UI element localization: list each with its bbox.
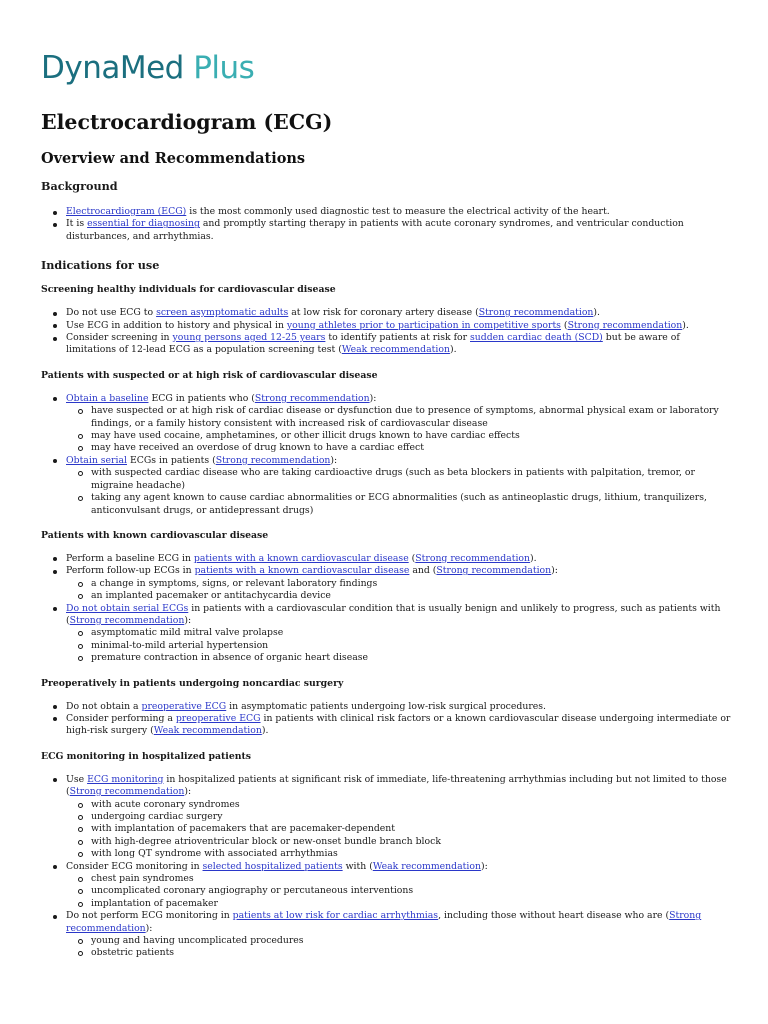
link-sudden-cardiac-death[interactable]: sudden cardiac death (SCD) xyxy=(470,332,603,344)
sub-list-item: chest pain syndromes xyxy=(91,873,731,885)
subsection-heading-screening: Screening healthy individuals for cardiovascular disease xyxy=(41,284,336,296)
sub-list-item: uncomplicated coronary angiography or percutaneous interventions xyxy=(91,885,731,897)
monitoring-list xyxy=(41,774,731,960)
link-strong-recommendation[interactable]: Strong recommendation xyxy=(415,552,530,564)
sub-list-item: asymptomatic mild mitral valve prolapse xyxy=(91,627,731,639)
page-title: Electrocardiogram (ECG) xyxy=(41,110,333,134)
sub-list xyxy=(66,467,731,517)
subsection-heading-known: Patients with known cardiovascular disease xyxy=(41,529,269,541)
sub-list-item: implantation of pacemaker xyxy=(91,898,731,910)
sub-list-item: a change in symptoms, signs, or relevant laboratory findings xyxy=(91,578,731,590)
logo-part-dynamed: DynaMed xyxy=(41,50,184,86)
list-item: Obtain a baseline ECG in patients who (Strong recommendation): have suspected or at high risk of cardiac disease or dysfunction due to presence of symptoms, abnormal physical exam or laboratory findings, or a family history consistent with increased risk of cardiovascular disease may have used cocaine, amphetamines, or other illicit drugs known to have cardiac effects may have received an overdose of drug known to have a cardiac effect xyxy=(66,393,731,455)
link-obtain-serial[interactable]: Obtain serial xyxy=(66,454,127,466)
link-preoperative-ecg[interactable]: preoperative ECG xyxy=(141,700,227,712)
list-item: Do not perform ECG monitoring in patients at low risk for cardiac arrhythmias, including those without heart disease who are (Strong recommendation): young and having uncomplicated procedures obstetric patients xyxy=(66,910,731,960)
link-electrocardiogram[interactable]: Electrocardiogram (ECG) xyxy=(66,206,187,217)
list-item: Electrocardiogram (ECG) is the most commonly used diagnostic test to measure the electrical activity of the heart. xyxy=(66,206,731,218)
list-item: Use ECG monitoring in hospitalized patients at significant risk of immediate, life-threatening arrhythmias including but not limited to those (Strong recommendation): with acute coronary syndromes undergoing cardiac surgery with implantation of pacemakers that are pacemaker-dependent with high-degree atrioventricular block or new-onset bundle branch block with long QT syndrome with associated arrhythmias xyxy=(66,774,731,861)
subsection-heading-monitoring: ECG monitoring in hospitalized patients xyxy=(41,750,252,762)
sub-list-item: an implanted pacemaker or antitachycardia device xyxy=(91,590,731,602)
logo-part-plus: Plus xyxy=(183,50,255,86)
link-strong-recommendation[interactable]: Strong recommendation xyxy=(215,454,331,466)
sub-list xyxy=(66,405,731,455)
sub-list-item: premature contraction in absence of organic heart disease xyxy=(91,652,731,664)
known-list xyxy=(41,553,731,665)
list-item: Perform a baseline ECG in patients with a known cardiovascular disease (Strong recommendation). xyxy=(66,553,731,565)
sub-list-item: obstetric patients xyxy=(91,947,731,959)
link-screen-asymptomatic-adults[interactable]: screen asymptomatic adults xyxy=(156,307,289,319)
list-item: Do not obtain a preoperative ECG in asymptomatic patients undergoing low-risk surgical procedures. xyxy=(66,701,731,713)
link-strong-recommendation[interactable]: Strong recommendation xyxy=(254,392,370,404)
sub-list-item: with long QT syndrome with associated arrhythmias xyxy=(91,848,731,860)
sub-list-item: with acute coronary syndromes xyxy=(91,799,731,811)
list-item: Perform follow-up ECGs in patients with a known cardiovascular disease and (Strong recommendation): a change in symptoms, signs, or relevant laboratory findings an implanted pacemaker or antitachycardia device xyxy=(66,565,731,602)
link-known-cardiovascular-disease[interactable]: patients with a known cardiovascular disease xyxy=(193,552,409,564)
section-heading-indications: Indications for use xyxy=(41,258,160,273)
sub-list-item: taking any agent known to cause cardiac abnormalities or ECG abnormalities (such as antineoplastic drugs, lithium, tranquilizers, anticonvulsant drugs, or antidepressant drugs) xyxy=(91,492,731,517)
background-list xyxy=(41,206,731,243)
link-essential-for-diagnosing[interactable]: essential for diagnosing xyxy=(87,218,200,230)
link-low-risk-arrhythmias[interactable]: patients at low risk for cardiac arrhythmias xyxy=(232,910,439,922)
link-strong-recommendation[interactable]: Strong recommendation xyxy=(66,910,702,934)
link-selected-hospitalized-patients[interactable]: selected hospitalized patients xyxy=(202,860,343,872)
link-obtain-baseline[interactable]: Obtain a baseline xyxy=(66,392,149,404)
section-heading-background: Background xyxy=(41,179,118,193)
list-item: Consider ECG monitoring in selected hospitalized patients with (Weak recommendation): chest pain syndromes uncomplicated coronary angiography or percutaneous interventions implantation of pacemaker xyxy=(66,861,731,911)
subsection-heading-suspected: Patients with suspected or at high risk of cardiovascular disease xyxy=(41,369,378,381)
sub-list xyxy=(66,627,731,664)
subsection-heading-preop: Preoperatively in patients undergoing noncardiac surgery xyxy=(41,677,344,689)
list-item: Consider performing a preoperative ECG in patients with clinical risk factors or a known cardiovascular disease undergoing intermediate or high-risk surgery (Weak recommendation). xyxy=(66,712,731,737)
sub-list xyxy=(66,935,731,960)
list-item: Obtain serial ECGs in patients (Strong recommendation): with suspected cardiac disease who are taking cardioactive drugs (such as beta blockers in patients with palpitation, tremor, or migraine headache) taking any agent known to cause cardiac abnormalities or ECG abnormalities (such as antineoplastic drugs, lithium, tranquilizers, anticonvulsant drugs, or antidepressant drugs) xyxy=(66,455,731,517)
sub-list-item: young and having uncomplicated procedures xyxy=(91,935,731,947)
link-strong-recommendation[interactable]: Strong recommendation xyxy=(69,786,185,798)
link-weak-recommendation[interactable]: Weak recommendation xyxy=(153,725,262,737)
sub-list-item: minimal-to-mild arterial hypertension xyxy=(91,640,731,652)
link-weak-recommendation[interactable]: Weak recommendation xyxy=(341,344,450,356)
list-item: Do not obtain serial ECGs in patients with a cardiovascular condition that is usually benign and unlikely to progress, such as patients with (Strong recommendation): asymptomatic mild mitral valve prolapse minimal-to-mild arterial hypertension premature contraction in absence of organic heart disease xyxy=(66,603,731,665)
sub-list-item: with implantation of pacemakers that are pacemaker-dependent xyxy=(91,823,731,835)
list-item: It is essential for diagnosing and promptly starting therapy in patients with acute coronary syndromes, and ventricular conduction disturbances, and arrhythmias. xyxy=(66,218,731,243)
link-strong-recommendation[interactable]: Strong recommendation xyxy=(478,307,594,319)
link-strong-recommendation[interactable]: Strong recommendation xyxy=(436,565,552,577)
sub-list-item: have suspected or at high risk of cardiac disease or dysfunction due to presence of symptoms, abnormal physical exam or laboratory findings, or a family history consistent with increased risk of cardiovascular disease xyxy=(91,405,731,430)
link-preoperative-ecg[interactable]: preoperative ECG xyxy=(175,712,261,724)
sub-list xyxy=(66,873,731,910)
article-body xyxy=(41,176,731,972)
link-strong-recommendation[interactable]: Strong recommendation xyxy=(567,319,683,331)
sub-list-item: may have received an overdose of drug known to have a cardiac effect xyxy=(91,442,731,454)
list-item: Consider screening in young persons aged 12-25 years to identify patients at risk for sudden cardiac death (SCD) but be aware of limitations of 12-lead ECG as a population screening test (Weak recommendation). xyxy=(66,332,731,357)
link-young-athletes[interactable]: young athletes prior to participation in competitive sports xyxy=(286,319,561,331)
page-subtitle: Overview and Recommendations xyxy=(41,150,306,167)
screening-list xyxy=(41,307,731,357)
sub-list-item: undergoing cardiac surgery xyxy=(91,811,731,823)
dynamed-plus-logo xyxy=(41,50,254,86)
list-item: Use ECG in addition to history and physical in young athletes prior to participation in competitive sports (Strong recommendation). xyxy=(66,320,731,332)
link-do-not-obtain-serial[interactable]: Do not obtain serial ECGs xyxy=(66,602,189,614)
sub-list-item: with suspected cardiac disease who are taking cardioactive drugs (such as beta blockers in patients with palpitation, tremor, or migraine headache) xyxy=(91,467,731,492)
link-ecg-monitoring[interactable]: ECG monitoring xyxy=(87,773,164,785)
link-known-cardiovascular-disease[interactable]: patients with a known cardiovascular disease xyxy=(194,565,410,577)
link-strong-recommendation[interactable]: Strong recommendation xyxy=(69,614,185,626)
sub-list xyxy=(66,578,731,603)
link-weak-recommendation[interactable]: Weak recommendation xyxy=(372,860,481,872)
suspected-list xyxy=(41,393,731,517)
sub-list-item: may have used cocaine, amphetamines, or other illicit drugs known to have cardiac effects xyxy=(91,430,731,442)
sub-list-item: with high-degree atrioventricular block or new-onset bundle branch block xyxy=(91,836,731,848)
list-item: Do not use ECG to screen asymptomatic adults at low risk for coronary artery disease (Strong recommendation). xyxy=(66,307,731,319)
link-young-persons[interactable]: young persons aged 12-25 years xyxy=(172,332,326,344)
preop-list xyxy=(41,701,731,738)
sub-list xyxy=(66,799,731,861)
